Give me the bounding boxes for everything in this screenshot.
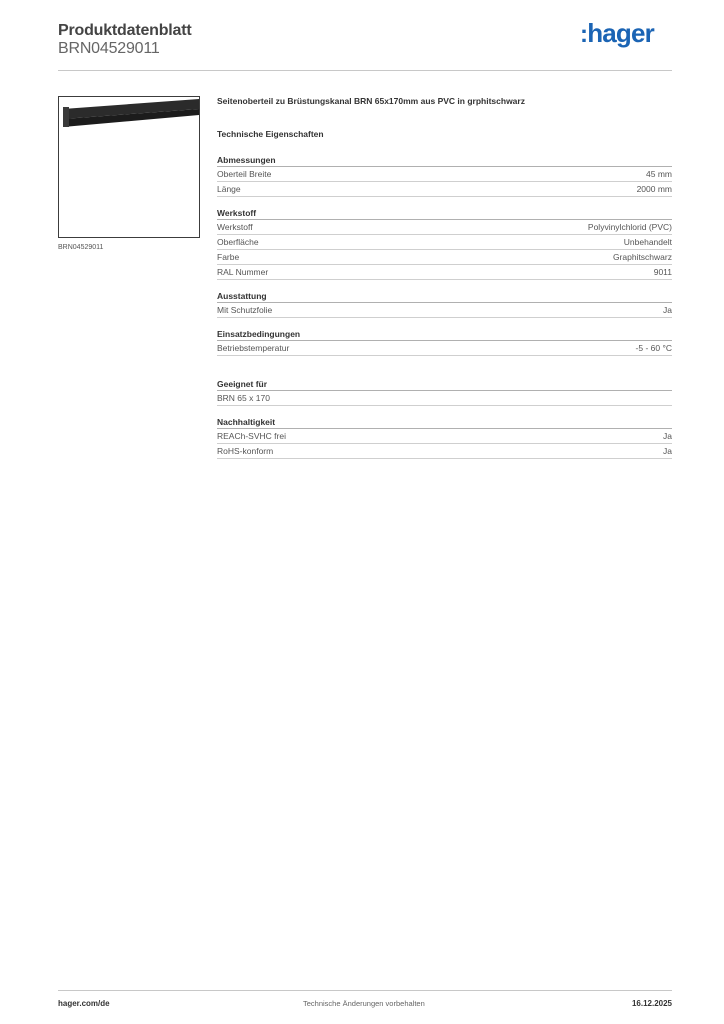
section-abmessungen — [217, 154, 672, 197]
property-row — [217, 220, 672, 235]
section-nachhaltigkeit — [217, 416, 672, 459]
property-value: Graphitschwarz — [612, 252, 672, 262]
property-value: Ja — [663, 305, 672, 315]
property-label: REACh-SVHC frei — [217, 431, 286, 441]
property-row — [217, 341, 672, 356]
section-title: Einsatzbedingungen — [217, 328, 672, 341]
product-description: Seitenoberteil zu Brüstungskanal BRN 65x170mm aus PVC in grphitschwarz — [217, 96, 525, 106]
section-title: Geeignet für — [217, 378, 672, 391]
property-label: RAL Nummer — [217, 267, 269, 277]
section-title: Nachhaltigkeit — [217, 416, 672, 429]
property-row — [217, 429, 672, 444]
property-value: 2000 mm — [636, 184, 672, 194]
website-link[interactable]: hager.com/de — [58, 999, 110, 1008]
property-label: Werkstoff — [217, 222, 253, 232]
document-title: Produktdatenblatt — [58, 22, 192, 39]
logo-text: hager — [587, 18, 654, 48]
page-footer — [58, 990, 672, 1015]
section-title: Werkstoff — [217, 207, 672, 220]
page-header — [58, 20, 672, 71]
hager-logo: :hager — [579, 18, 654, 48]
property-label: Mit Schutzfolie — [217, 305, 273, 315]
property-row — [217, 182, 672, 197]
property-row — [217, 167, 672, 182]
property-value: 45 mm — [646, 169, 672, 179]
profile-icon — [59, 97, 199, 237]
property-value: Ja — [663, 446, 672, 456]
section-ausstattung — [217, 290, 672, 318]
property-row — [217, 250, 672, 265]
section-werkstoff — [217, 207, 672, 280]
product-details — [217, 90, 672, 459]
property-row — [217, 265, 672, 280]
document-date: 16.12.2025 — [631, 999, 672, 1008]
image-caption: BRN04529011 — [58, 244, 104, 251]
property-label: BRN 65 x 170 — [217, 393, 270, 403]
product-code: BRN04529011 — [58, 40, 160, 57]
section-title: Ausstattung — [217, 290, 672, 303]
property-value: 9011 — [653, 267, 672, 277]
property-row — [217, 303, 672, 318]
property-label: Oberfläche — [217, 237, 259, 247]
property-row — [217, 444, 672, 459]
section-title: Abmessungen — [217, 154, 672, 167]
property-value: Polyvinylchlorid (PVC) — [587, 222, 672, 232]
property-label: Betriebstemperatur — [217, 343, 290, 353]
section-einsatzbedingungen — [217, 328, 672, 356]
technical-properties-heading: Technische Eigenschaften — [217, 129, 324, 139]
property-label: Länge — [217, 184, 241, 194]
property-label: Oberteil Breite — [217, 169, 272, 179]
property-row — [217, 235, 672, 250]
property-row — [217, 391, 672, 406]
disclaimer-text: Technische Änderungen vorbehalten — [303, 999, 425, 1008]
property-value: -5 - 60 °C — [635, 343, 672, 353]
property-label: RoHS-konform — [217, 446, 274, 456]
property-label: Farbe — [217, 252, 240, 262]
product-image — [58, 96, 200, 238]
property-value: Unbehandelt — [623, 237, 672, 247]
property-value: Ja — [663, 431, 672, 441]
section-geeignet-fuer — [217, 378, 672, 406]
